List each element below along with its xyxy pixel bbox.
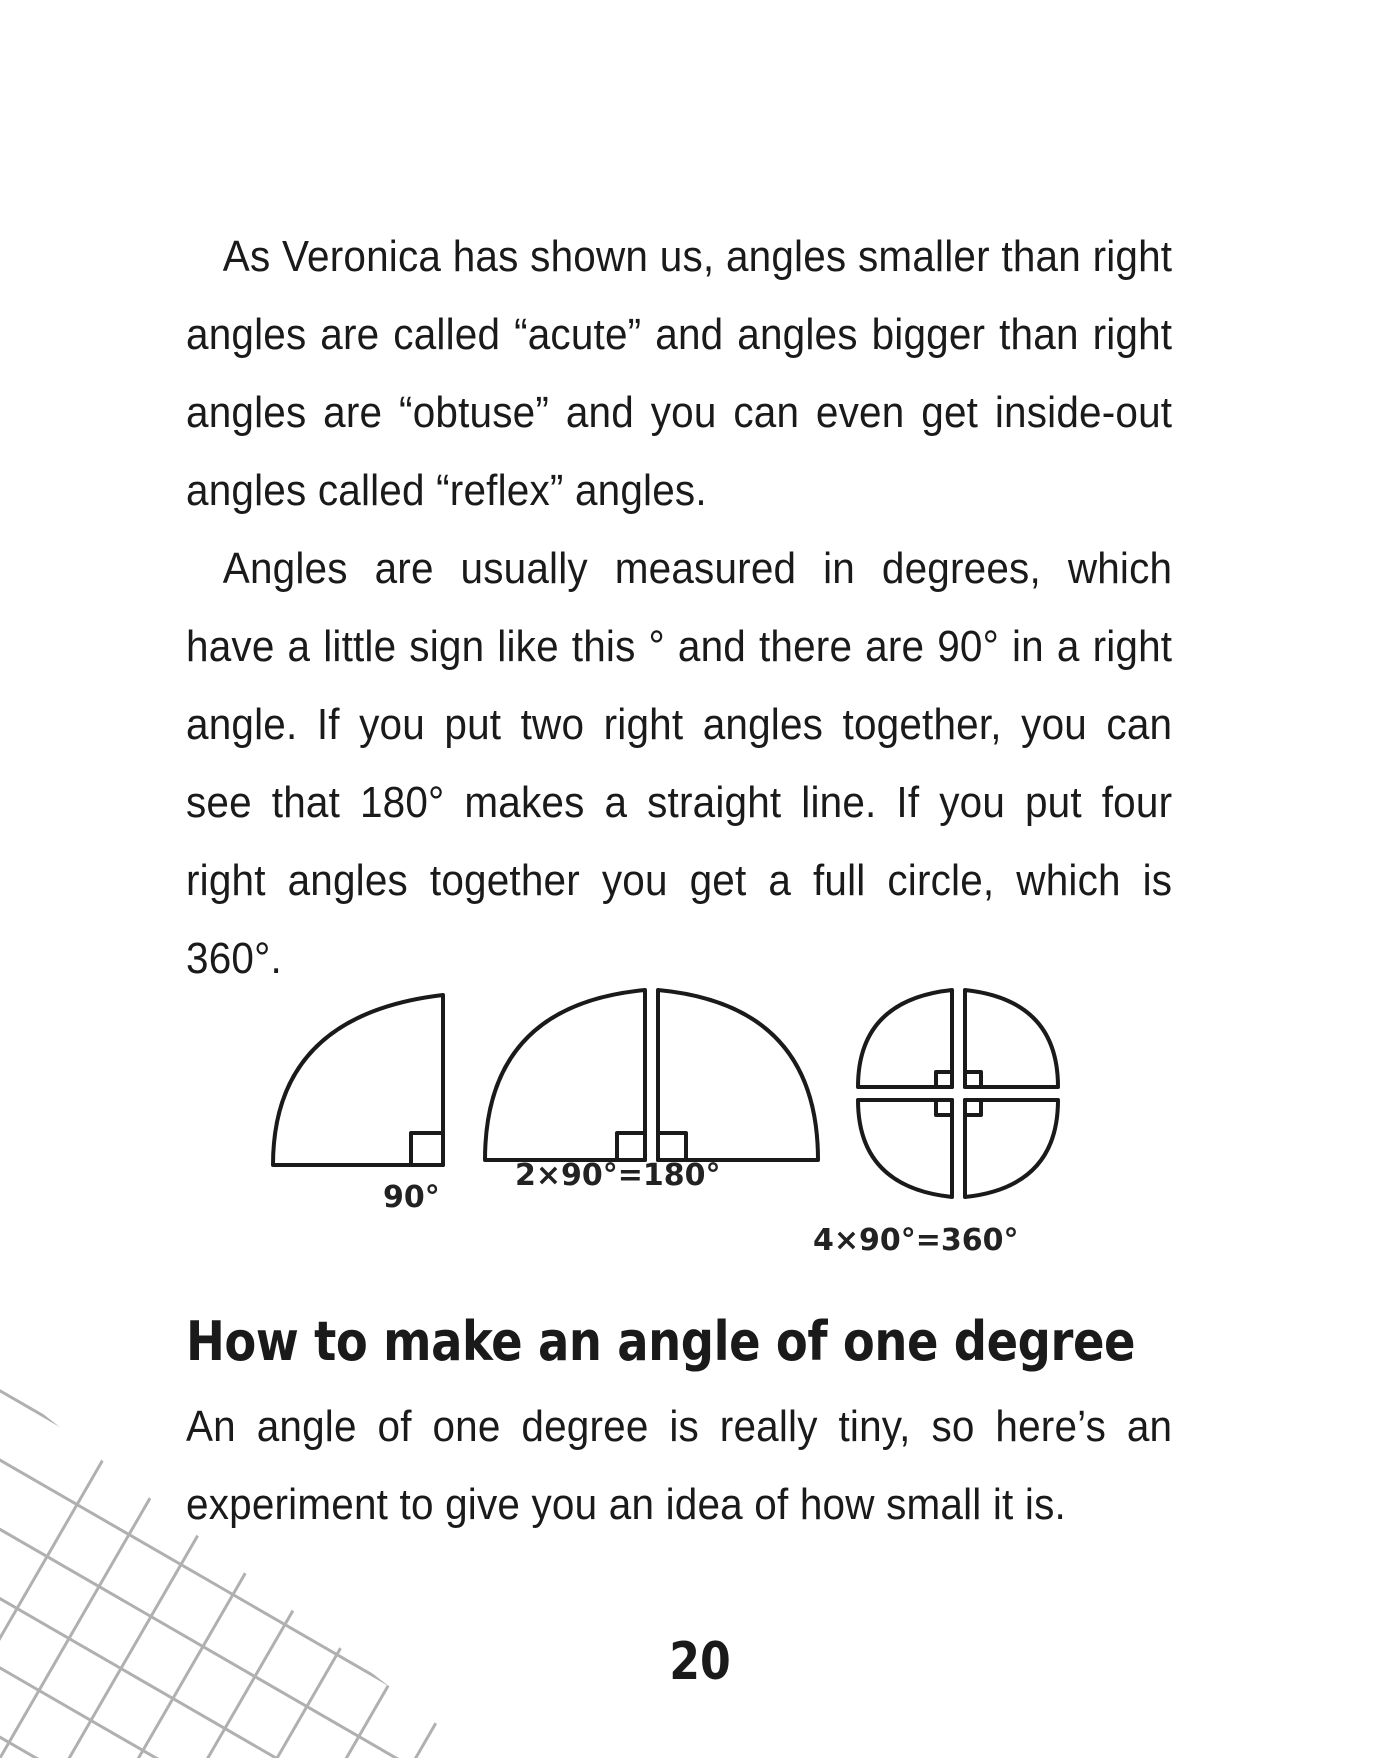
degrees-explanation-text: Angles are usually measured in degrees, which have a little sign like this ° and there are 90° in a right angle. If you put two right angles together, you can see that 180° makes a straight line. If you put four right angles together you get a full circle, which is 360°. <box>186 544 1173 983</box>
degrees-paragraph <box>186 530 1172 998</box>
acute-obtuse-reflex-text: As Veronica has shown us, angles smaller than right angles are called “acute” and angles bigger than right angles are “obtuse” and you can even get inside-out angles called “reflex” angles. <box>186 232 1173 515</box>
intro-paragraph <box>186 218 1172 530</box>
experiment-paragraph <box>186 1388 1172 1544</box>
full-circle-label: 4×90°=360° <box>813 1223 1019 1258</box>
quarter-circle-figure <box>273 995 443 1165</box>
right-angle-illustrations <box>260 985 1110 1265</box>
section-heading: How to make an angle of one degree <box>186 1310 1136 1373</box>
page-number: 20 <box>669 1632 731 1692</box>
experiment-intro-text: An angle of one degree is really tiny, so here’s an experiment to give you an idea of how small it is. <box>186 1402 1173 1529</box>
half-circle-label: 2×90°=180° <box>515 1158 721 1193</box>
full-circle-figure <box>858 990 1058 1197</box>
half-circle-figure <box>485 990 818 1160</box>
quarter-circle-label: 90° <box>383 1180 440 1215</box>
